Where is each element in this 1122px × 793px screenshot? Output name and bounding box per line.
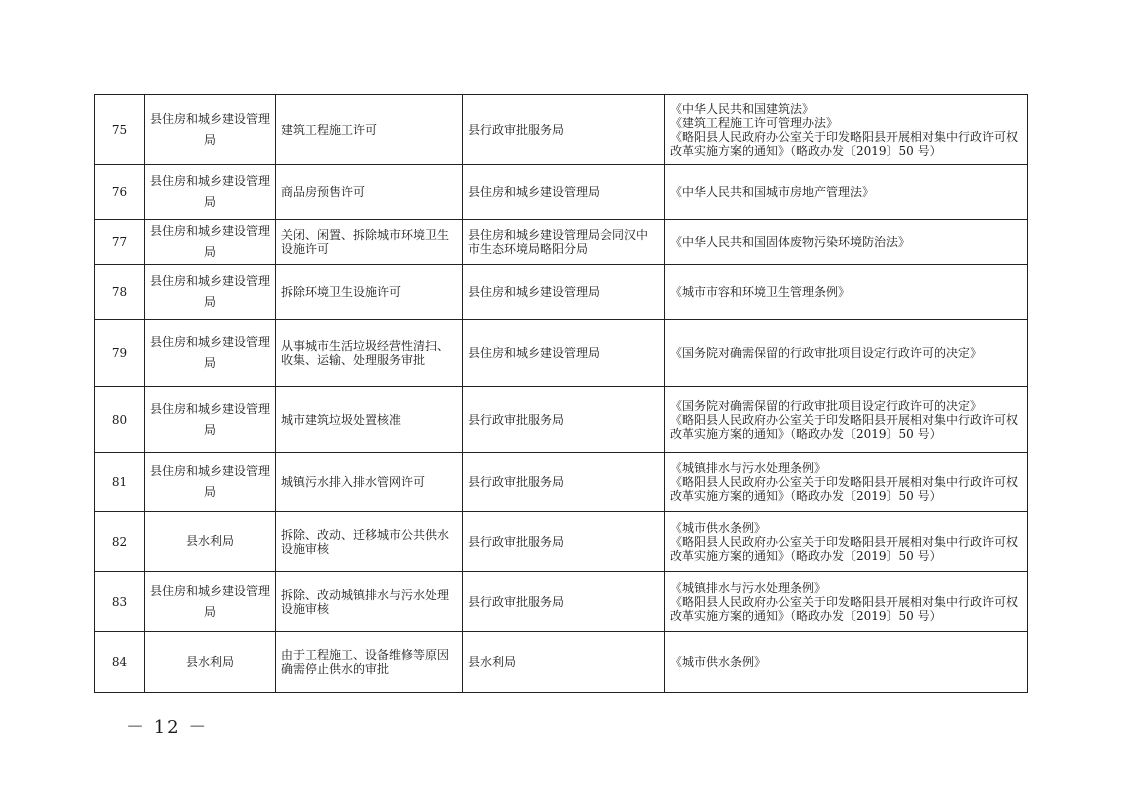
table-row bbox=[95, 95, 1028, 165]
table-row bbox=[95, 165, 1028, 220]
department: 县水利局 bbox=[145, 632, 276, 693]
row-number: 84 bbox=[95, 632, 145, 693]
row-number: 80 bbox=[95, 387, 145, 453]
legal-basis: 《中华人民共和国建筑法》 《建筑工程施工许可管理办法》 《略阳县人民政府办公室关于印发略阳县开展相对集中行政许可权改革实施方案的通知》（略政办发〔2019〕50 号） bbox=[665, 95, 1028, 165]
department: 县住房和城乡建设管理局 bbox=[145, 572, 276, 632]
approval-authority: 县住房和城乡建设管理局 bbox=[463, 265, 665, 320]
table-row bbox=[95, 265, 1028, 320]
permit-item: 关闭、闲置、拆除城市环境卫生设施许可 bbox=[276, 220, 463, 265]
legal-basis: 《城镇排水与污水处理条例》 《略阳县人民政府办公室关于印发略阳县开展相对集中行政许可权改革实施方案的通知》（略政办发〔2019〕50 号） bbox=[665, 572, 1028, 632]
legal-basis: 《国务院对确需保留的行政审批项目设定行政许可的决定》 bbox=[665, 320, 1028, 387]
row-number: 75 bbox=[95, 95, 145, 165]
approval-authority: 县水利局 bbox=[463, 632, 665, 693]
department: 县住房和城乡建设管理局 bbox=[145, 320, 276, 387]
legal-basis: 《城市供水条例》 《略阳县人民政府办公室关于印发略阳县开展相对集中行政许可权改革实施方案的通知》（略政办发〔2019〕50 号） bbox=[665, 512, 1028, 572]
legal-basis: 《城市供水条例》 bbox=[665, 632, 1028, 693]
row-number: 77 bbox=[95, 220, 145, 265]
page-number: － 12 － bbox=[126, 717, 209, 738]
approval-authority: 县行政审批服务局 bbox=[463, 95, 665, 165]
table-row bbox=[95, 512, 1028, 572]
permit-item: 城镇污水排入排水管网许可 bbox=[276, 453, 463, 512]
row-number: 82 bbox=[95, 512, 145, 572]
permit-item: 拆除、改动、迁移城市公共供水设施审核 bbox=[276, 512, 463, 572]
row-number: 83 bbox=[95, 572, 145, 632]
row-number: 78 bbox=[95, 265, 145, 320]
department: 县住房和城乡建设管理局 bbox=[145, 387, 276, 453]
approval-authority: 县行政审批服务局 bbox=[463, 453, 665, 512]
approval-authority: 县行政审批服务局 bbox=[463, 572, 665, 632]
approval-authority: 县住房和城乡建设管理局会同汉中市生态环境局略阳分局 bbox=[463, 220, 665, 265]
department: 县住房和城乡建设管理局 bbox=[145, 265, 276, 320]
table-row bbox=[95, 320, 1028, 387]
table-row bbox=[95, 632, 1028, 693]
department: 县住房和城乡建设管理局 bbox=[145, 220, 276, 265]
approval-authority: 县住房和城乡建设管理局 bbox=[463, 165, 665, 220]
row-number: 81 bbox=[95, 453, 145, 512]
permit-item: 由于工程施工、设备维修等原因确需停止供水的审批 bbox=[276, 632, 463, 693]
legal-basis: 《中华人民共和国城市房地产管理法》 bbox=[665, 165, 1028, 220]
table-row bbox=[95, 572, 1028, 632]
table-row bbox=[95, 220, 1028, 265]
row-number: 76 bbox=[95, 165, 145, 220]
approval-authority: 县住房和城乡建设管理局 bbox=[463, 320, 665, 387]
legal-basis: 《城市市容和环境卫生管理条例》 bbox=[665, 265, 1028, 320]
permit-item: 城市建筑垃圾处置核准 bbox=[276, 387, 463, 453]
permit-table bbox=[94, 94, 1028, 693]
department: 县住房和城乡建设管理局 bbox=[145, 95, 276, 165]
approval-authority: 县行政审批服务局 bbox=[463, 512, 665, 572]
permit-item: 拆除、改动城镇排水与污水处理设施审核 bbox=[276, 572, 463, 632]
permit-item: 商品房预售许可 bbox=[276, 165, 463, 220]
permit-item: 从事城市生活垃圾经营性清扫、收集、运输、处理服务审批 bbox=[276, 320, 463, 387]
legal-basis: 《国务院对确需保留的行政审批项目设定行政许可的决定》 《略阳县人民政府办公室关于印发略阳县开展相对集中行政许可权改革实施方案的通知》（略政办发〔2019〕50 号） bbox=[665, 387, 1028, 453]
permit-item: 拆除环境卫生设施许可 bbox=[276, 265, 463, 320]
department: 县住房和城乡建设管理局 bbox=[145, 453, 276, 512]
department: 县住房和城乡建设管理局 bbox=[145, 165, 276, 220]
table-row bbox=[95, 387, 1028, 453]
table-row bbox=[95, 453, 1028, 512]
approval-authority: 县行政审批服务局 bbox=[463, 387, 665, 453]
row-number: 79 bbox=[95, 320, 145, 387]
permit-item: 建筑工程施工许可 bbox=[276, 95, 463, 165]
legal-basis: 《城镇排水与污水处理条例》 《略阳县人民政府办公室关于印发略阳县开展相对集中行政许可权改革实施方案的通知》（略政办发〔2019〕50 号） bbox=[665, 453, 1028, 512]
legal-basis: 《中华人民共和国固体废物污染环境防治法》 bbox=[665, 220, 1028, 265]
department: 县水利局 bbox=[145, 512, 276, 572]
